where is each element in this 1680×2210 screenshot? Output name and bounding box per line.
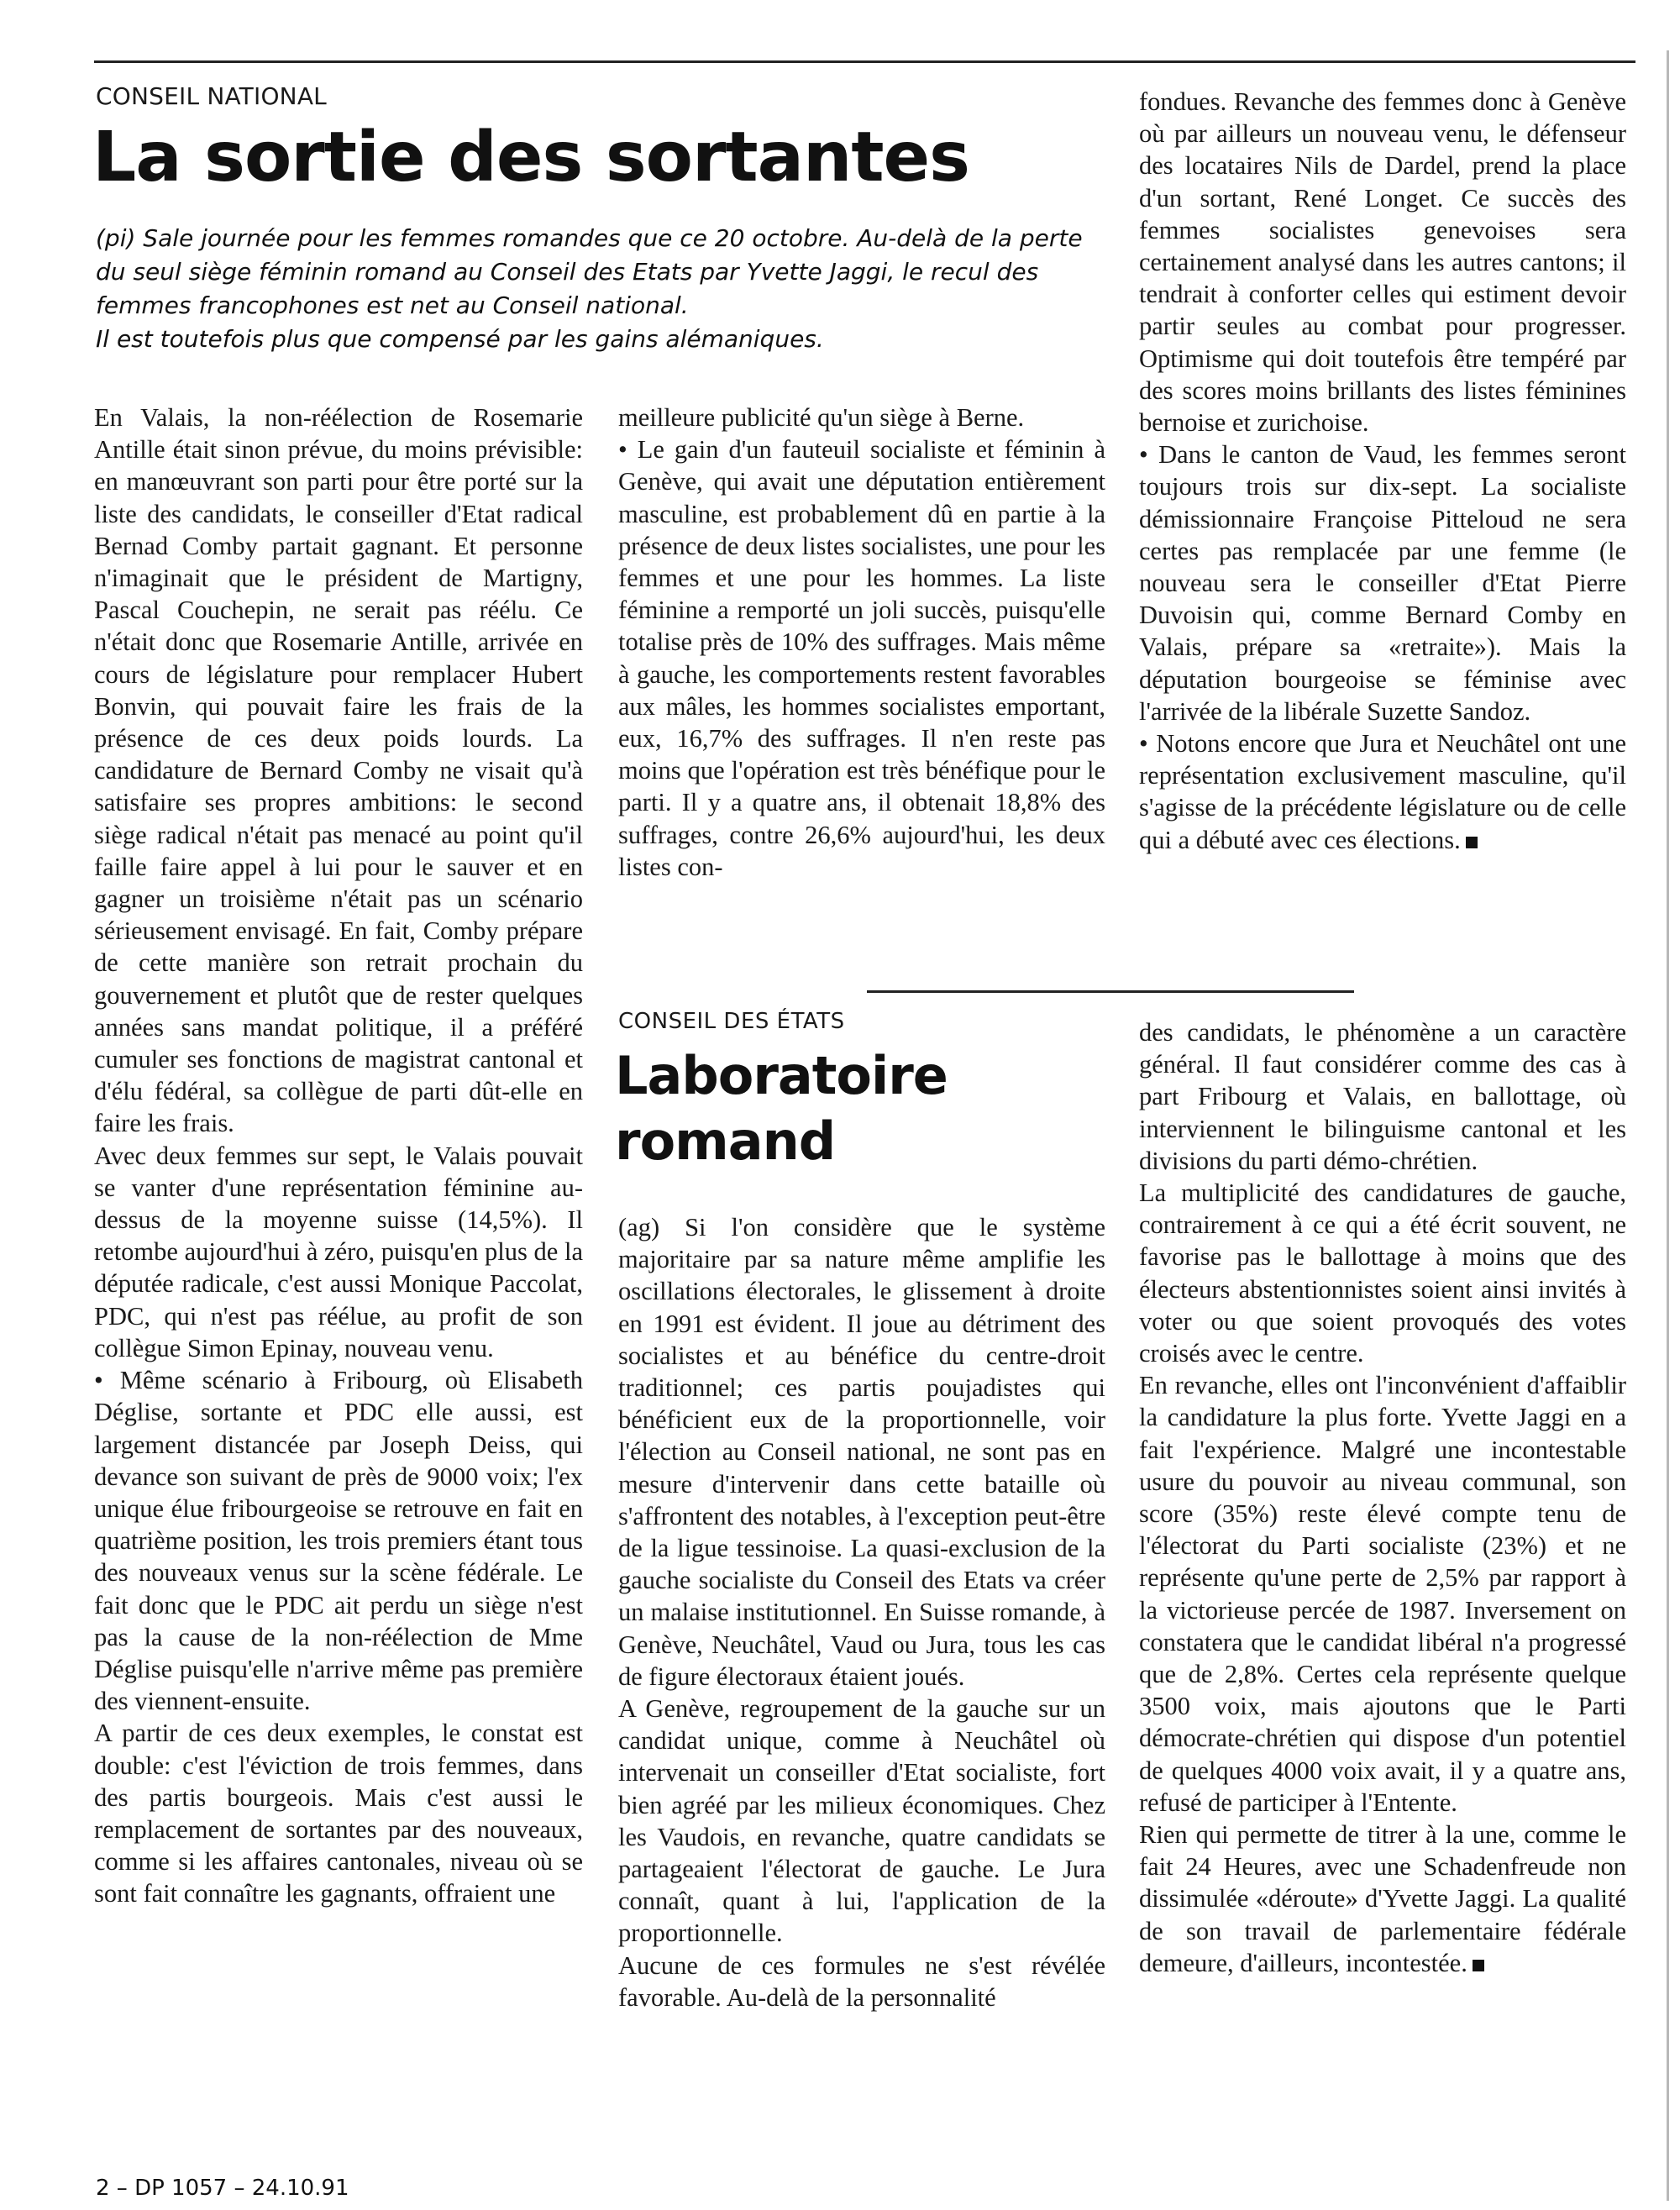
article2-column-1 — [618, 1211, 1105, 2013]
article2-column-2 — [1139, 1016, 1626, 1979]
article1-column-2 — [618, 402, 1105, 883]
paragraph: En revanche, elles ont l'inconvénient d'affaiblir la candidature la plus forte. Yvette Jaggi en a fait l'expérience. Malgré une incontestable usure du pouvoir au niveau communal, son score (35%) reste élevé compte tenu de l'électorat du Parti socialiste (23%) et ne représente qu'une perte de 2,5% par rapport à la victorieuse percée de 1987. Inversement on constatera que le candidat libéral n'a progressé que de 2,8%. Certes cela représente quelque 3500 voix, mais ajoutons que le Parti démocrate-chrétien qui dispose d'un potentiel de quelques 4000 voix avait, il y a quatre ans, refusé de participer à l'Entente. — [1139, 1371, 1626, 1817]
paragraph: La multiplicité des candidatures de gauche, contrairement à ce qui a été écrit souvent, ne favorise pas le ballottage à moins que des électeurs abstentionnistes soient ainsi invités à voter ou que soient provoqués des votes croisés avec le centre. — [1139, 1178, 1626, 1368]
lede-paragraph: (pi) Sale journée pour les femmes romandes que ce 20 octobre. Au-delà de la perte du seul siège féminin romand au Conseil des Etats par Yvette Jaggi, le recul des femmes francophones est net au Conseil national. — [96, 224, 1083, 319]
paragraph: Aucune de ces formules ne s'est révélée favorable. Au-delà de la personnalité — [618, 1950, 1105, 2012]
article2-title: Laboratoire romand — [615, 1045, 948, 1172]
lede-paragraph: Il est toutefois plus que compensé par les gains alémaniques. — [96, 325, 824, 353]
article1-column-1 — [94, 402, 583, 1910]
paragraph: • Le gain d'un fauteuil socialiste et féminin à Genève, qui avait une députation entièrement masculine, est probablement dû en partie à la présence de deux listes socialistes, une pour les femmes et une pour les hommes. La liste féminine a remporté un joli succès, puisqu'elle totalise près de 10% des suffrages. Mais même à gauche, les comportements restent favorables aux mâles, les hommes socialistes emportant, eux, 16,7% des suffrages. Il n'en reste pas moins que l'opération est très bénéfique pour le parti. Il y a quatre ans, il obtenait 18,8% des suffrages, contre 26,6% aujourd'hui, les deux listes con- — [618, 435, 1105, 881]
paragraph-text: Rien qui permette de titrer à la une, comme le fait 24 Heures, avec une Schadenfreude non dissimulée «déroute» d'Yvette Jaggi. La qualité de son travail de parlementaire fédérale demeure, d'ailleurs, incontestée. — [1139, 1820, 1626, 1977]
end-of-article-mark — [1473, 1960, 1484, 1971]
paragraph: A Genève, regroupement de la gauche sur un candidat unique, comme à Neuchâtel où intervenait un conseiller d'Etat socialiste, fort bien agréé par les milieux économiques. Chez les Vaudois, en revanche, quatre candidats se partageaient l'électorat de gauche. Le Jura connaît, quant à lui, l'application de la proportionnelle. — [618, 1694, 1105, 1948]
page-folio: 2 – DP 1057 – 24.10.91 — [96, 2176, 349, 2201]
top-rule — [94, 60, 1635, 63]
paragraph: Avec deux femmes sur sept, le Valais pouvait se vanter d'une représentation féminine au-dessus de la moyenne suisse (14,5%). Il retombe aujourd'hui à zéro, puisqu'en plus de la députée radicale, c'est aussi Monique Paccolat, PDC, qui n'est pas réélue, au profit de son collègue Simon Epinay, nouveau venu. — [94, 1141, 583, 1362]
article1-column-3 — [1139, 86, 1626, 856]
paragraph: (ag) Si l'on considère que le système majoritaire par sa nature même amplifie les oscillations électorales, le glissement à droite en 1991 est évident. Il joue au détriment des socialistes et au bénéfice du centre-droit traditionnel; ces partis poujadistes qui bénéficient eux de la proportionnelle, voir l'élection au Conseil national, ne sont pas en mesure d'intervenir dans cette bataille où s'affrontent des notables, à l'exception peut-être de la ligue tessinoise. La quasi-exclusion de la gauche socialiste du Conseil des Etats va créer un malaise institutionnel. En Suisse romande, à Genève, Neuchâtel, Vaud ou Jura, tous les cas de figure électoraux étaient joués. — [618, 1213, 1105, 1691]
paragraph — [1139, 727, 1626, 856]
scan-edge-line — [1667, 50, 1669, 2201]
paragraph: meilleure publicité qu'un siège à Berne. — [618, 403, 1025, 432]
paragraph — [1139, 1819, 1626, 1979]
paragraph: fondues. Revanche des femmes donc à Genève où par ailleurs un nouveau venu, le défenseur des locataires Nils de Dardel, prend la place d'un sortant, René Longet. Ce succès des femmes socialistes genevoises sera certainement analysé dans les autres cantons; il tendrait à conforter celles qui estiment devoir partir seules au combat pour progresser. Optimisme qui doit toutefois être tempéré par des scores moins brillants des listes féminines bernoise et zurichoise. — [1139, 87, 1626, 438]
paragraph: En Valais, la non-réélection de Rosemarie Antille était sinon prévue, du moins prévisible: en manœuvrant son parti pour être porté sur la liste des candidats, le conseiller d'Etat radical Bernad Comby partait gagnant. Et personne n'imaginait que le président de Martigny, Pascal Couchepin, ne serait pas réélu. Ce n'était donc que Rosemarie Antille, arrivée en cours de législature pour remplacer Hubert Bonvin, qui pouvait faire les frais de la présence de ces deux poids lourds. La candidature de Bernard Comby ne visait qu'à satisfaire ses propres ambitions: le second siège radical n'était pas menacé au point qu'il faille faire appel à lui pour le sauver et en gagner un troisième n'était pas un scénario sérieusement envisagé. En fait, Comby prépare de cette manière son retrait prochain du gouvernement et plutôt que de rester quelques années sans mandat politique, il a préféré cumuler ses fonctions de magistrat cantonal et d'élu fédéral, sa collègue de parti dût-elle en faire les frais. — [94, 403, 583, 1138]
article1-title: La sortie des sortantes — [92, 118, 969, 197]
paragraph: • Dans le canton de Vaud, les femmes seront toujours trois sur dix-sept. La socialiste démissionnaire Françoise Pitteloud ne sera certes pas remplacée par une femme (le nouveau sera le conseiller d'Etat Pierre Duvoisin qui, comme Bernard Comby en Valais, prépare sa «retraite»). Mais la députation bourgeoise se féminise avec l'arrivée de la libérale Suzette Sandoz. — [1139, 440, 1626, 726]
article1-kicker: CONSEIL NATIONAL — [96, 82, 327, 110]
paragraph: des candidats, le phénomène a un caractère général. Il faut considérer comme des cas à part Fribourg et Valais, en ballottage, où interviennent le bilinguisme cantonal et les divisions du parti démo-chrétien. — [1139, 1018, 1626, 1175]
end-of-article-mark — [1466, 837, 1478, 848]
paragraph-text: • Notons encore que Jura et Neuchâtel ont une représentation exclusivement masculine, qu'il s'agisse de la précédente législature ou de celle qui a débuté avec ces élections. — [1139, 729, 1626, 854]
article2-kicker: CONSEIL DES ÉTATS — [618, 1009, 845, 1034]
paragraph: A partir de ces deux exemples, le constat est double: c'est l'éviction de trois femmes, dans des partis bourgeois. Mais c'est aussi le remplacement de sortantes par des nouveaux, comme si les affaires cantonales, niveau où se sont fait connaître les gagnants, offraient une — [94, 1719, 583, 1908]
paragraph: • Même scénario à Fribourg, où Elisabeth Déglise, sortante et PDC elle aussi, est largement distancée par Joseph Deiss, qui devance son suivant de près de 9000 voix; l'ex unique élue fribourgeoise se retrouve en fait en quatrième position, les trois premiers étant tous des nouveaux venus sur la scène fédérale. Le fait donc que le PDC ait perdu un siège n'est pas la cause de la non-réélection de Mme Déglise puisqu'elle n'arrive même pas première des viennent-ensuite. — [94, 1366, 583, 1716]
section-divider — [867, 990, 1354, 993]
article1-lede — [96, 222, 1105, 356]
